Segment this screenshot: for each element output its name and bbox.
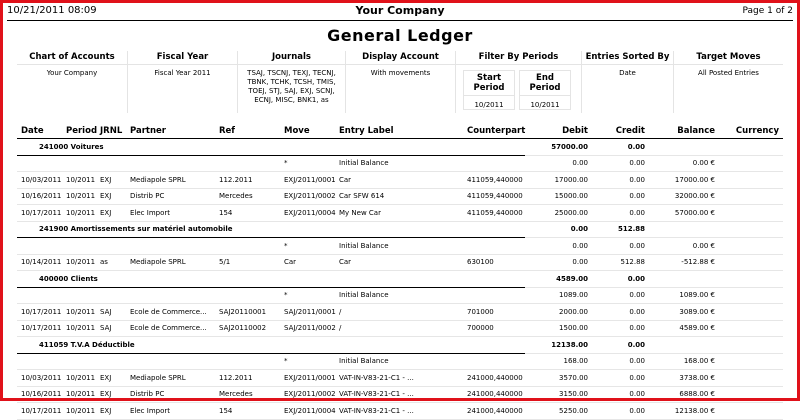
ledger-table bbox=[17, 124, 783, 420]
table-row bbox=[17, 386, 783, 403]
cell-period: 10/2011 bbox=[62, 320, 96, 337]
account-group-filler bbox=[649, 271, 783, 288]
cell-entry-label: Car SFW 614 bbox=[335, 188, 463, 205]
cell-counterpart: 411059,440000 bbox=[463, 172, 525, 189]
cell-balance: 0.00 € bbox=[649, 238, 719, 255]
cell-ref bbox=[215, 238, 280, 255]
cell-period bbox=[62, 155, 96, 172]
account-label: 400000 Clients bbox=[17, 271, 525, 288]
account-group-filler bbox=[649, 337, 783, 354]
cell-partner: Mediapole SPRL bbox=[126, 172, 215, 189]
cell-jrnl bbox=[96, 353, 126, 370]
filter-label: Display Account bbox=[346, 51, 455, 65]
cell-move: EXJ/2011/0004 bbox=[280, 205, 335, 222]
cell-period bbox=[62, 238, 96, 255]
cell-partner bbox=[126, 238, 215, 255]
table-row bbox=[17, 188, 783, 205]
filter-value: All Posted Entries bbox=[698, 69, 759, 77]
cell-ref: 112.2011 bbox=[215, 172, 280, 189]
cell-balance: 4589.00 € bbox=[649, 320, 719, 337]
table-row bbox=[17, 353, 783, 370]
cell-debit: 2000.00 bbox=[525, 304, 592, 321]
filter-label: Target Moves bbox=[674, 51, 783, 65]
cell-period bbox=[62, 287, 96, 304]
cell-move: EXJ/2011/0001 bbox=[280, 370, 335, 387]
filter-entries-sorted-by bbox=[581, 51, 673, 113]
filter-label: Entries Sorted By bbox=[582, 51, 673, 65]
cell-move: Car bbox=[280, 254, 335, 271]
account-label: 411059 T.V.A Déductible bbox=[17, 337, 525, 354]
filter-by-periods bbox=[455, 51, 581, 113]
cell-ref: Mercedes bbox=[215, 188, 280, 205]
cell-debit: 3570.00 bbox=[525, 370, 592, 387]
cell-ref: SAJ20110001 bbox=[215, 304, 280, 321]
print-datetime: 10/21/2011 08:09 bbox=[7, 5, 97, 16]
cell-jrnl: as bbox=[96, 254, 126, 271]
cell-debit: 3150.00 bbox=[525, 386, 592, 403]
cell-balance: 57000.00 € bbox=[649, 205, 719, 222]
cell-move: EXJ/2011/0004 bbox=[280, 403, 335, 420]
cell-partner: Mediapole SPRL bbox=[126, 370, 215, 387]
cell-counterpart bbox=[463, 287, 525, 304]
cell-debit: 168.00 bbox=[525, 353, 592, 370]
cell-date: 10/16/2011 bbox=[17, 188, 62, 205]
cell-jrnl: EXJ bbox=[96, 386, 126, 403]
cell-date: 10/14/2011 bbox=[17, 254, 62, 271]
cell-currency bbox=[719, 254, 783, 271]
filter-label: Filter By Periods bbox=[456, 51, 581, 65]
cell-jrnl: SAJ bbox=[96, 304, 126, 321]
cell-credit: 0.00 bbox=[592, 353, 649, 370]
filter-label: Chart of Accounts bbox=[17, 51, 127, 65]
cell-ref bbox=[215, 353, 280, 370]
cell-ref: 112.2011 bbox=[215, 370, 280, 387]
filter-journals bbox=[237, 51, 345, 113]
start-period-value: 10/2011 bbox=[474, 101, 504, 109]
cell-entry-label: VAT-IN-V83-21-C1 - ... bbox=[335, 386, 463, 403]
cell-currency bbox=[719, 188, 783, 205]
cell-debit: 15000.00 bbox=[525, 188, 592, 205]
cell-date bbox=[17, 155, 62, 172]
cell-credit: 0.00 bbox=[592, 205, 649, 222]
account-label: 241900 Amortissements sur matériel automobile bbox=[17, 221, 525, 238]
cell-debit: 0.00 bbox=[525, 254, 592, 271]
cell-move: * bbox=[280, 155, 335, 172]
cell-balance: 6888.00 € bbox=[649, 386, 719, 403]
cell-entry-label: Car bbox=[335, 172, 463, 189]
cell-partner: Distrib PC bbox=[126, 386, 215, 403]
account-credit-total: 0.00 bbox=[592, 139, 649, 156]
cell-date bbox=[17, 353, 62, 370]
cell-credit: 0.00 bbox=[592, 403, 649, 420]
cell-credit: 0.00 bbox=[592, 304, 649, 321]
cell-counterpart: 700000 bbox=[463, 320, 525, 337]
journal-line: TSAJ, TSCNJ, TEXJ, TECNJ, bbox=[247, 69, 336, 77]
cell-counterpart: 701000 bbox=[463, 304, 525, 321]
cell-jrnl bbox=[96, 155, 126, 172]
column-header-debit: Debit bbox=[525, 124, 592, 139]
account-debit-total: 0.00 bbox=[525, 221, 592, 238]
cell-currency bbox=[719, 320, 783, 337]
cell-entry-label: VAT-IN-V83-21-C1 - ... bbox=[335, 370, 463, 387]
filter-summary bbox=[17, 51, 783, 119]
cell-balance: 0.00 € bbox=[649, 155, 719, 172]
column-header-counterpart: Counterpart bbox=[463, 124, 525, 139]
company-name: Your Company bbox=[355, 4, 445, 17]
filter-chart-of-accounts bbox=[17, 51, 127, 113]
cell-period: 10/2011 bbox=[62, 386, 96, 403]
cell-entry-label: Initial Balance bbox=[335, 238, 463, 255]
cell-partner bbox=[126, 155, 215, 172]
cell-date bbox=[17, 287, 62, 304]
filter-label: Journals bbox=[238, 51, 345, 65]
cell-balance: 168.00 € bbox=[649, 353, 719, 370]
column-header-balance: Balance bbox=[649, 124, 719, 139]
column-header-date: Date bbox=[17, 124, 62, 139]
cell-date: 10/16/2011 bbox=[17, 386, 62, 403]
cell-credit: 0.00 bbox=[592, 155, 649, 172]
cell-counterpart bbox=[463, 238, 525, 255]
cell-period: 10/2011 bbox=[62, 403, 96, 420]
cell-move: * bbox=[280, 353, 335, 370]
cell-jrnl: EXJ bbox=[96, 172, 126, 189]
cell-period: 10/2011 bbox=[62, 188, 96, 205]
cell-entry-label: Initial Balance bbox=[335, 353, 463, 370]
cell-partner: Elec Import bbox=[126, 403, 215, 420]
cell-jrnl: EXJ bbox=[96, 205, 126, 222]
cell-currency bbox=[719, 370, 783, 387]
cell-jrnl: EXJ bbox=[96, 403, 126, 420]
account-group-row bbox=[17, 139, 783, 156]
report-header-bar bbox=[7, 3, 793, 21]
page-indicator: Page 1 of 2 bbox=[742, 6, 793, 16]
cell-currency bbox=[719, 304, 783, 321]
cell-ref bbox=[215, 155, 280, 172]
filter-value bbox=[238, 65, 345, 105]
filter-fiscal-year bbox=[127, 51, 237, 113]
cell-period: 10/2011 bbox=[62, 304, 96, 321]
cell-debit: 17000.00 bbox=[525, 172, 592, 189]
cell-move: EXJ/2011/0002 bbox=[280, 188, 335, 205]
end-period bbox=[519, 70, 571, 110]
cell-partner: Elec Import bbox=[126, 205, 215, 222]
cell-entry-label: Car bbox=[335, 254, 463, 271]
column-header-entry-label: Entry Label bbox=[335, 124, 463, 139]
cell-debit: 0.00 bbox=[525, 238, 592, 255]
cell-ref: SAJ20110002 bbox=[215, 320, 280, 337]
cell-date: 10/17/2011 bbox=[17, 304, 62, 321]
cell-counterpart: 241000,440000 bbox=[463, 370, 525, 387]
cell-debit: 0.00 bbox=[525, 155, 592, 172]
table-row bbox=[17, 320, 783, 337]
cell-move: SAJ/2011/0002 bbox=[280, 320, 335, 337]
column-header-currency: Currency bbox=[719, 124, 783, 139]
cell-jrnl bbox=[96, 287, 126, 304]
cell-ref: Mercedes bbox=[215, 386, 280, 403]
filter-label: Fiscal Year bbox=[128, 51, 237, 65]
cell-jrnl bbox=[96, 238, 126, 255]
filter-display-account bbox=[345, 51, 455, 113]
column-header-credit: Credit bbox=[592, 124, 649, 139]
cell-credit: 0.00 bbox=[592, 172, 649, 189]
cell-currency bbox=[719, 403, 783, 420]
cell-period: 10/2011 bbox=[62, 370, 96, 387]
cell-entry-label: VAT-IN-V83-21-C1 - ... bbox=[335, 403, 463, 420]
cell-jrnl: SAJ bbox=[96, 320, 126, 337]
cell-period bbox=[62, 353, 96, 370]
cell-move: * bbox=[280, 238, 335, 255]
cell-currency bbox=[719, 205, 783, 222]
cell-move: EXJ/2011/0002 bbox=[280, 386, 335, 403]
cell-date: 10/03/2011 bbox=[17, 172, 62, 189]
filter-target-moves bbox=[673, 51, 783, 113]
table-row bbox=[17, 403, 783, 420]
table-row bbox=[17, 172, 783, 189]
table-row bbox=[17, 238, 783, 255]
ledger-header-row bbox=[17, 124, 783, 139]
cell-credit: 0.00 bbox=[592, 287, 649, 304]
cell-balance: 12138.00 € bbox=[649, 403, 719, 420]
end-period-label: End Period bbox=[520, 73, 570, 96]
cell-credit: 0.00 bbox=[592, 320, 649, 337]
cell-currency bbox=[719, 287, 783, 304]
cell-partner: Ecole de Commerce... bbox=[126, 320, 215, 337]
account-credit-total: 0.00 bbox=[592, 337, 649, 354]
cell-debit: 1089.00 bbox=[525, 287, 592, 304]
account-debit-total: 12138.00 bbox=[525, 337, 592, 354]
cell-currency bbox=[719, 386, 783, 403]
cell-entry-label: My New Car bbox=[335, 205, 463, 222]
cell-date: 10/03/2011 bbox=[17, 370, 62, 387]
cell-counterpart: 241000,440000 bbox=[463, 386, 525, 403]
cell-partner bbox=[126, 353, 215, 370]
account-label: 241000 Voitures bbox=[17, 139, 525, 156]
cell-balance: 32000.00 € bbox=[649, 188, 719, 205]
journal-line: ECNJ, MISC, BNK1, as bbox=[254, 96, 329, 104]
cell-jrnl: EXJ bbox=[96, 188, 126, 205]
table-row bbox=[17, 254, 783, 271]
cell-currency bbox=[719, 172, 783, 189]
account-group-filler bbox=[649, 139, 783, 156]
cell-counterpart: 411059,440000 bbox=[463, 205, 525, 222]
cell-credit: 0.00 bbox=[592, 370, 649, 387]
cell-counterpart: 241000,440000 bbox=[463, 403, 525, 420]
table-row bbox=[17, 205, 783, 222]
account-group-row bbox=[17, 337, 783, 354]
cell-currency bbox=[719, 238, 783, 255]
cell-debit: 1500.00 bbox=[525, 320, 592, 337]
cell-partner: Mediapole SPRL bbox=[126, 254, 215, 271]
table-row bbox=[17, 304, 783, 321]
account-group-row bbox=[17, 221, 783, 238]
account-group-row bbox=[17, 271, 783, 288]
cell-balance: -512.88 € bbox=[649, 254, 719, 271]
cell-entry-label: / bbox=[335, 304, 463, 321]
report-title: General Ledger bbox=[327, 26, 473, 45]
cell-credit: 0.00 bbox=[592, 238, 649, 255]
journal-line: TOEJ, STJ, SAJ, EXJ, SCNJ, bbox=[248, 87, 335, 95]
filter-value: Date bbox=[619, 69, 636, 77]
cell-date bbox=[17, 238, 62, 255]
cell-date: 10/17/2011 bbox=[17, 320, 62, 337]
cell-balance: 1089.00 € bbox=[649, 287, 719, 304]
cell-jrnl: EXJ bbox=[96, 370, 126, 387]
table-row bbox=[17, 287, 783, 304]
account-credit-total: 512.88 bbox=[592, 221, 649, 238]
cell-date: 10/17/2011 bbox=[17, 205, 62, 222]
cell-balance: 3738.00 € bbox=[649, 370, 719, 387]
cell-entry-label: / bbox=[335, 320, 463, 337]
column-header-partner: Partner bbox=[126, 124, 215, 139]
filter-value: With movements bbox=[370, 69, 431, 77]
cell-entry-label: Initial Balance bbox=[335, 287, 463, 304]
cell-counterpart bbox=[463, 353, 525, 370]
cell-credit: 0.00 bbox=[592, 386, 649, 403]
cell-move: * bbox=[280, 287, 335, 304]
cell-credit: 0.00 bbox=[592, 188, 649, 205]
cell-partner: Ecole de Commerce... bbox=[126, 304, 215, 321]
account-debit-total: 57000.00 bbox=[525, 139, 592, 156]
filter-value: Your Company bbox=[46, 69, 98, 77]
cell-ref: 154 bbox=[215, 205, 280, 222]
cell-move: EXJ/2011/0001 bbox=[280, 172, 335, 189]
cell-balance: 17000.00 € bbox=[649, 172, 719, 189]
account-group-filler bbox=[649, 221, 783, 238]
column-header-jrnl: JRNL bbox=[96, 124, 126, 139]
cell-counterpart: 411059,440000 bbox=[463, 188, 525, 205]
account-debit-total: 4589.00 bbox=[525, 271, 592, 288]
table-row bbox=[17, 370, 783, 387]
column-header-move: Move bbox=[280, 124, 335, 139]
cell-entry-label: Initial Balance bbox=[335, 155, 463, 172]
ledger-body bbox=[17, 139, 783, 420]
cell-counterpart bbox=[463, 155, 525, 172]
cell-ref: 154 bbox=[215, 403, 280, 420]
cell-period: 10/2011 bbox=[62, 172, 96, 189]
account-credit-total: 0.00 bbox=[592, 271, 649, 288]
cell-partner bbox=[126, 287, 215, 304]
cell-balance: 3089.00 € bbox=[649, 304, 719, 321]
column-header-period: Period bbox=[62, 124, 96, 139]
journal-line: TBNK, TCHK, TCSH, TMIS, bbox=[247, 78, 336, 86]
cell-ref: 5/1 bbox=[215, 254, 280, 271]
cell-currency bbox=[719, 155, 783, 172]
filter-value: Fiscal Year 2011 bbox=[154, 69, 211, 77]
cell-period: 10/2011 bbox=[62, 254, 96, 271]
cell-date: 10/17/2011 bbox=[17, 403, 62, 420]
cell-counterpart: 630100 bbox=[463, 254, 525, 271]
end-period-value: 10/2011 bbox=[530, 101, 560, 109]
cell-ref bbox=[215, 287, 280, 304]
cell-debit: 5250.00 bbox=[525, 403, 592, 420]
table-row bbox=[17, 155, 783, 172]
cell-debit: 25000.00 bbox=[525, 205, 592, 222]
cell-credit: 512.88 bbox=[592, 254, 649, 271]
cell-currency bbox=[719, 353, 783, 370]
start-period-label: Start Period bbox=[464, 73, 514, 96]
cell-partner: Distrib PC bbox=[126, 188, 215, 205]
column-header-ref: Ref bbox=[215, 124, 280, 139]
cell-move: SAJ/2011/0001 bbox=[280, 304, 335, 321]
start-period bbox=[463, 70, 515, 110]
cell-period: 10/2011 bbox=[62, 205, 96, 222]
